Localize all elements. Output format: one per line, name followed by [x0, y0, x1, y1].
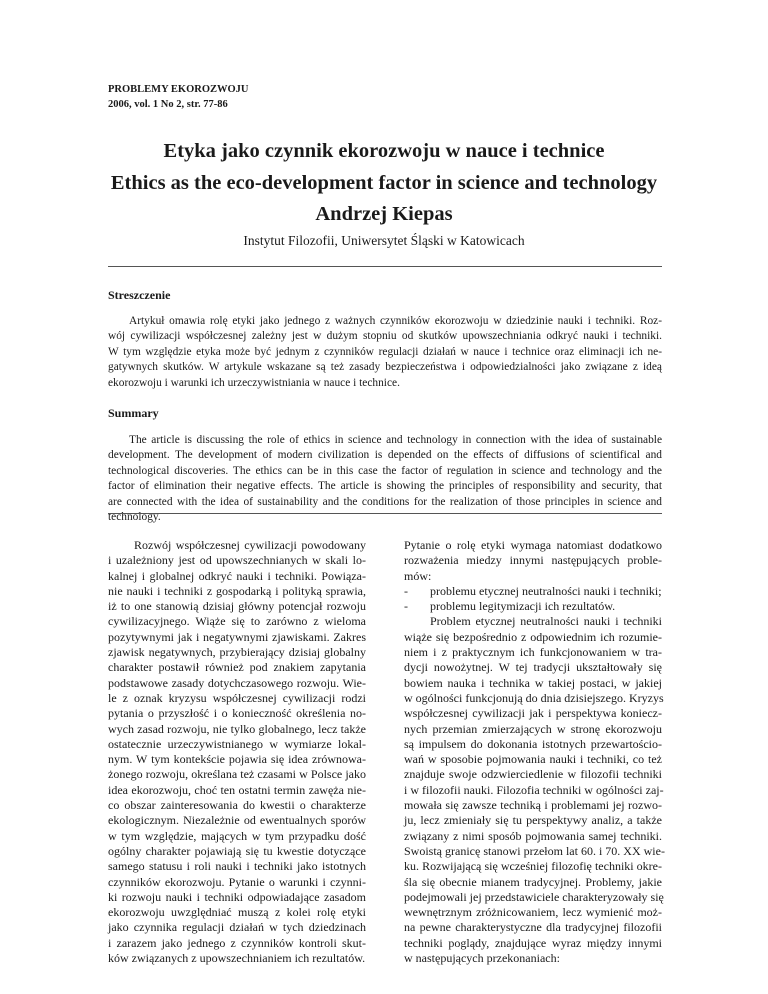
text-line: The article is discussing the role of ethics in science and technology in connection with the idea of sustainable [129, 434, 662, 446]
list-marker: - [404, 599, 408, 614]
text-line: Artykuł omawia rolę etyki jako jednego z ważnych czynników ekorozwoju w dziedzinie nauki i techniki. Roz- [129, 315, 662, 327]
text-line: pozytywnymi jak i negatywnymi zjawiskami. Zakres [108, 629, 366, 644]
text-line: development. The development of modern civilization is depended on the effects of diffusions of scientifical and [108, 449, 662, 462]
article-title-english: Ethics as the eco-development factor in science and technology [110, 172, 658, 194]
author-name: Andrzej Kiepas [315, 203, 453, 225]
text-line: wań w sposobie pojmowania nauki i techniki, co też [404, 752, 662, 767]
text-line: w następujących przekonaniach: [404, 951, 560, 966]
text-line: wych zasad rozwoju, nie tylko globalnego, lecz także [108, 721, 366, 736]
text-line: jako czynnika regulacji działań w tych dziedzinach [108, 920, 366, 935]
text-line: are connected with the idea of sustainability and the conditions for the realization of those principles in science and [108, 495, 662, 508]
text-line: Pytanie o rolę etyki wymaga natomiast dodatkowo [404, 538, 662, 552]
text-line: związany z nimi sposób pojmowania samej techniki. [404, 828, 662, 843]
text-line: współczesnej cywilizacji jak i perspektywa koniecz- [404, 706, 662, 721]
text-line: w ogólności funkcjonują do dnia dzisiejszego. Kryzys [404, 690, 664, 705]
divider-bottom [108, 513, 662, 514]
text-line: wiąże się bezpośrednio z odpowiednim ich rozumie- [404, 629, 662, 644]
journal-citation: 2006, vol. 1 No 2, str. 77-86 [108, 99, 228, 110]
journal-name: PROBLEMY EKOROZWOJU [108, 84, 249, 95]
text-line: mowała się zawsze techniką i problemami jej rozwo- [404, 798, 662, 813]
list-item-text: problemu etycznej neutralności nauki i techniki; [430, 583, 662, 598]
text-line: Rozwój współczesnej cywilizacji powodowany [134, 538, 366, 552]
list-item-text: problemu legitymizacji ich rezultatów. [430, 599, 616, 614]
streszczenie-heading: Streszczenie [108, 288, 171, 302]
text-line: W tym względzie etyka może być jednym z czynników regulacji działań w nauce i technice oraz eliminacji ich ne- [108, 345, 662, 358]
text-line: bowiem nauka i technika w takiej postaci, w jakiej [404, 675, 662, 690]
journal-header [108, 82, 249, 112]
text-line: ju, lecz zmieniały się tu perspektywy analiz, a także [404, 813, 662, 828]
text-line: znajduje swoje odzwierciedlenie w filozofii techniki [404, 767, 662, 782]
text-line: technology. [108, 511, 161, 524]
list-marker: - [404, 583, 408, 598]
text-line: factor of elimination their negative effects. The article is showing the principles of responsibility and security, that [108, 480, 662, 493]
text-line: niem i z praktycznym ich funkcjonowaniem w tra- [404, 645, 662, 660]
text-line: wewnętrznym zróżnicowaniem, lecz wymienić moż- [404, 905, 662, 920]
text-line: iż to one stanowią dzisiaj główny potencjał rozwoju [108, 599, 366, 614]
text-line: na pewne charakterystyczne dla tradycyjnej filozofii [404, 920, 662, 935]
text-line: i w filozofii nauki. Filozofia techniki w ogólności zaj- [404, 782, 664, 797]
text-line: i zarazem jako jednego z czynników kontroli skut- [108, 935, 366, 950]
text-line: ku. Rozwijającą się wcześniej filozofię techniki okre- [404, 859, 662, 874]
text-line: ostatecznie urzeczywistnianego w wymiarze lokal- [108, 736, 366, 751]
text-line: śla się obecnie mianem tradycyjnej. Problemy, jakie [404, 874, 662, 889]
text-line: cywilizacyjnego. Wiąże się to zarówno z wieloma [108, 614, 366, 629]
text-line: podejmowali jej przedstawiciele charakteryzowały się [404, 889, 664, 904]
text-line: rozważenia miedzy innymi następujących proble- [404, 553, 662, 568]
text-line: ekorozwoju i warunki ich urzeczywistniania w nauce i technice. [108, 376, 400, 389]
text-line: czynników ekorozwoju. Pytanie o warunki i czynni- [108, 874, 366, 889]
text-line: nych przemian zmierzających w stronę ekorozwoju [404, 721, 662, 736]
text-line: Problem etycznej neutralności nauki i techniki [430, 614, 662, 629]
text-line: ekorozwoju uwzględniać muszą z kolei rolę etyki [108, 905, 366, 920]
text-line: nym. W tym kontekście pojawia się idea zrównowa- [108, 752, 366, 767]
text-line: są impulsem do dokonania istotnych przewartościo- [404, 736, 662, 751]
text-line: Swoistą granicę stanowi przełom lat 60. i 70. XX wie- [404, 843, 665, 858]
body-column-right [404, 538, 665, 966]
text-line: kalnej i globalnej odkryć nauki i techniki. Powiąza- [108, 568, 366, 583]
text-line: techniki poglądy, znajdujące wyraz między innymi [404, 935, 662, 950]
text-line: co obszar zainteresowania do kwestii o charakterze [108, 798, 366, 813]
text-line: zjawisk negatywnych, przybierający dzisiaj globalny [108, 645, 366, 660]
streszczenie-text [108, 314, 662, 391]
text-line: idea ekorozwoju, choć ten ostatni termin zawęża nie- [108, 782, 366, 797]
text-line: charakter postawił również pod znakiem zapytania [108, 660, 366, 675]
author-affiliation: Instytut Filozofii, Uniwersytet Śląski w Katowicach [243, 233, 525, 248]
text-line: ogólny charakter pojawiają się tu kwestie dotyczące [108, 843, 366, 858]
list-item [404, 599, 662, 614]
text-line: żonego rozwoju, określana też czasami w Polsce jako [108, 767, 366, 782]
divider-top [108, 266, 662, 267]
summary-text [108, 433, 662, 525]
list-item [404, 584, 662, 599]
text-line: technological discoveries. The ethics can be in this case the factor of regulation in science and technology and the [108, 464, 662, 477]
text-line: pytania o przyszłość i o konieczność określenia no- [108, 706, 366, 721]
text-line: i uzależniony jest od upowszechnianych w skali lo- [108, 553, 366, 568]
article-title-polish: Etyka jako czynnik ekorozwoju w nauce i technice [163, 140, 605, 162]
body-column-left [108, 538, 366, 966]
text-line: nie nauki i techniki z gospodarką i polityką sprawia, [108, 583, 366, 598]
summary-heading: Summary [108, 406, 159, 420]
text-line: mów: [404, 568, 432, 583]
text-line: ki rozwoju nauki i techniki odpowiadające zasadom [108, 889, 366, 904]
text-line: podstawowe zasady dotychczasowego rozwoju. Wie- [108, 675, 366, 690]
text-line: ekologicznym. Niezależnie od ewentualnych sporów [108, 813, 366, 828]
text-line: gatywnych skutków. W artykule wskazane są też zasady bezpieczeństwa i odpowiedzialności jako związane z ideą [108, 361, 662, 374]
text-line: samego statusu i roli nauki i techniki jako istotnych [108, 859, 366, 874]
text-line: le z oznak kryzysu współczesnej cywilizacji rodzi [108, 690, 366, 705]
text-line: dycji nowożytnej. W tej tradycji ukształtowały się [404, 660, 662, 675]
text-line: w tym względzie, mających w tym przypadku dość [108, 828, 366, 843]
text-line: ków związanych z upowszechnianiem ich rezultatów. [108, 951, 366, 966]
text-line: wój cywilizacji współczesnej zależny jest w dużym stopniu od skutków upowszechniania odkryć nauki i techniki. [108, 330, 662, 343]
